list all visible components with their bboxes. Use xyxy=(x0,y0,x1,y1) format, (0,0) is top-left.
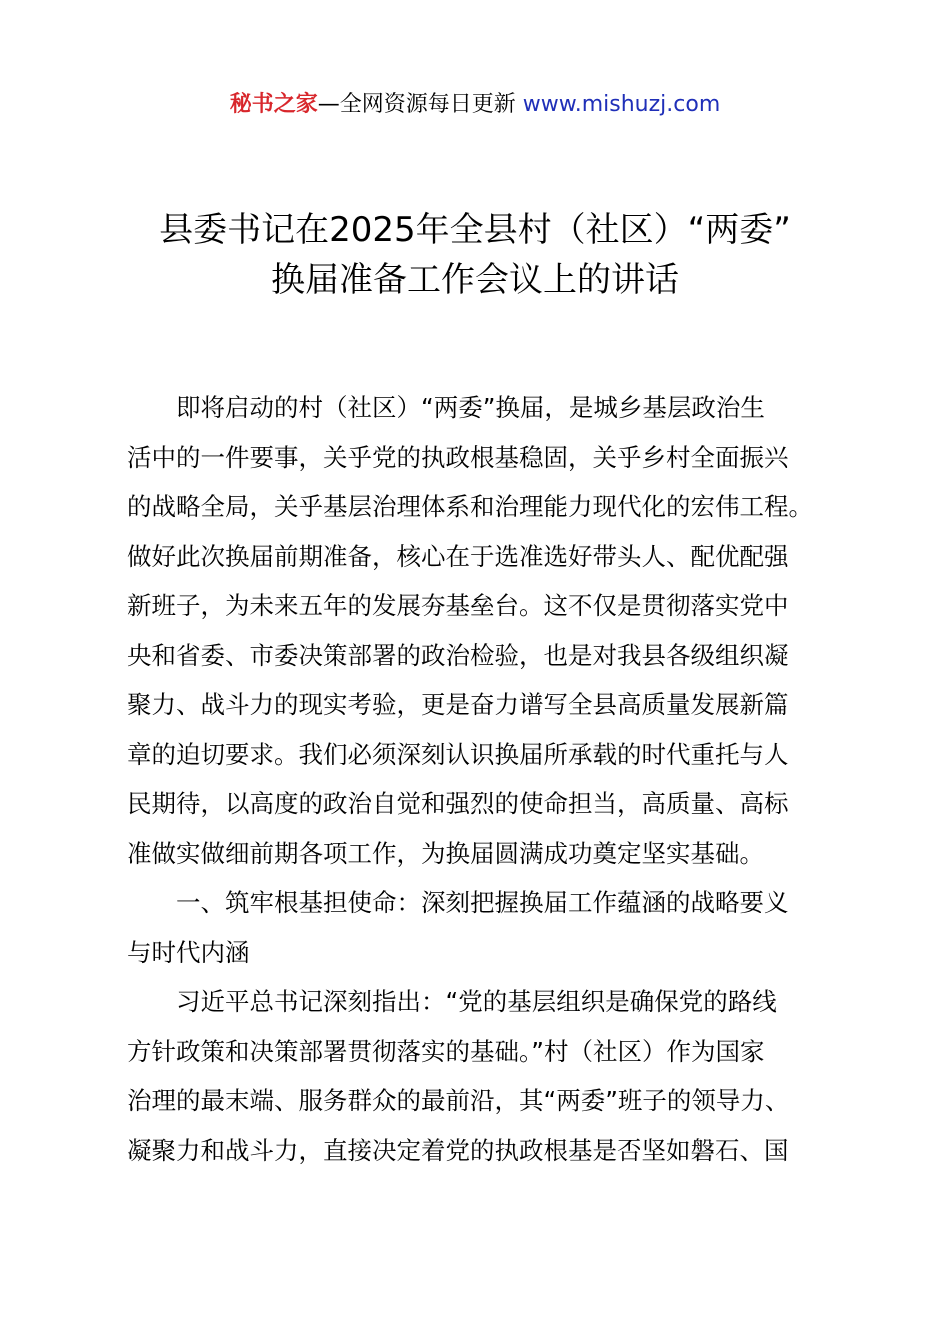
site-tagline: —全网资源每日更新 xyxy=(317,92,523,117)
paragraph-line: 活中的一件要事，关乎党的执政根基稳固，关乎乡村全面振兴 xyxy=(127,442,789,472)
paragraph-line: 准做实做细前期各项工作，为换届圆满成功奠定坚实基础。 xyxy=(127,838,764,868)
title-line-1: 县委书记在2025年全县村（社区）“两委” xyxy=(159,210,791,250)
section-heading-line: 一、筑牢根基担使命：深刻把握换届工作蕴涵的战略要义 xyxy=(176,888,789,917)
title-line-2: 换届准备工作会议上的讲话 xyxy=(271,260,679,300)
paragraph-line: 的战略全局，关乎基层治理体系和治理能力现代化的宏伟工程。 xyxy=(127,492,813,521)
site-brand: 秘书之家 xyxy=(229,92,318,117)
paragraph-line: 做好此次换届前期准备，核心在于选准选好带头人、配优配强 xyxy=(127,541,789,571)
paragraph-line: 聚力、战斗力的现实考验，更是奋力谱写全县高质量发展新篇 xyxy=(127,690,789,719)
document-title xyxy=(60,205,890,305)
document-body xyxy=(127,383,837,1175)
paragraph-line: 央和省委、市委决策部署的政治检验，也是对我县各级组织凝 xyxy=(127,640,789,670)
paragraph-line: 新班子，为未来五年的发展夯基垒台。这不仅是贯彻落实党中 xyxy=(127,591,789,620)
paragraph-line: 方针政策和决策部署贯彻落实的基础。”村（社区）作为国家 xyxy=(127,1036,765,1066)
paragraph-line: 治理的最末端、服务群众的最前沿，其“两委”班子的领导力、 xyxy=(127,1086,790,1115)
paragraph-line: 章的迫切要求。我们必须深刻认识换届所承载的时代重托与人 xyxy=(127,739,789,769)
paragraph-line: 凝聚力和战斗力，直接决定着党的执政根基是否坚如磐石、国 xyxy=(127,1135,789,1165)
site-url-link[interactable]: www.mishuzj.com xyxy=(522,92,721,117)
paragraph-line: 民期待，以高度的政治自觉和强烈的使命担当，高质量、高标 xyxy=(127,789,789,818)
paragraph-line: 即将启动的村（社区）“两委”换届，是城乡基层政治生 xyxy=(176,393,765,422)
section-heading-line: 与时代内涵 xyxy=(127,937,250,967)
site-header xyxy=(0,88,950,122)
paragraph-line: 习近平总书记深刻指出：“党的基层组织是确保党的路线 xyxy=(176,987,777,1016)
